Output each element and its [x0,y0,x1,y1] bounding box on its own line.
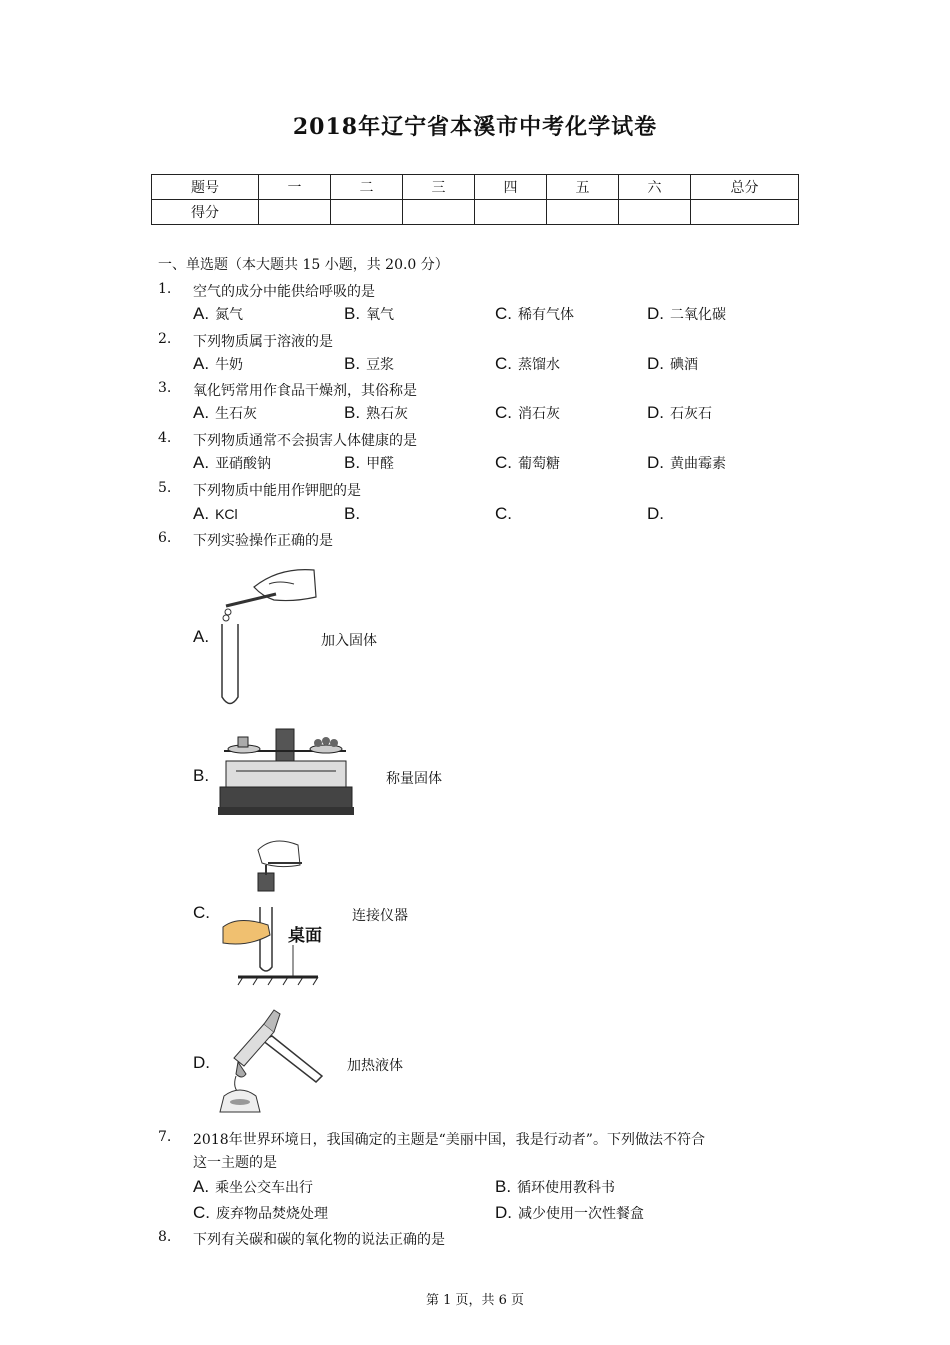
option-text: 消石灰 [518,406,560,422]
question-number: 7. [158,1129,172,1145]
option-text: 黄曲霉素 [670,456,726,472]
table-cell: 四 [475,175,547,200]
option-a [193,504,238,524]
option-letter: D. [495,1203,512,1222]
option-c [193,903,216,923]
option-d [647,504,670,524]
table-cell: 六 [619,175,691,200]
option-b [344,304,394,324]
option-text: 氧气 [366,307,395,323]
table-cell: 得分 [152,200,259,225]
connect-apparatus-illustration [218,835,328,985]
option-text: 废弃物品焚烧处理 [216,1206,328,1222]
table-cell [259,200,331,225]
option-d [495,1203,644,1223]
option-c [495,504,518,524]
table-cell [619,200,691,225]
question-stem: 空气的成分中能供给呼吸的是 [193,284,375,300]
table-cell: 一 [259,175,331,200]
option-d [193,1053,216,1073]
option-a [193,304,243,324]
option-b [495,1177,615,1197]
option-text: 甲醛 [366,456,395,472]
option-c [193,1203,328,1223]
option-letter: D. [647,403,664,422]
option-text: 葡萄糖 [518,456,560,472]
table-cell: 二 [331,175,403,200]
option-letter: A. [193,1177,210,1196]
option-letter: D. [647,504,664,523]
option-b [344,354,394,374]
option-text: 连接仪器 [352,908,408,924]
option-b [344,403,408,423]
option-letter: C. [495,504,512,523]
option-text: 加热液体 [347,1058,403,1074]
option-letter: C. [193,1203,210,1222]
table-cell [475,200,547,225]
option-letter: C. [495,453,512,472]
option-text: 亚硝酸钠 [215,456,272,472]
option-c [495,354,560,374]
option-letter: B. [344,504,361,523]
option-text: 石灰石 [670,406,712,422]
option-b [344,453,394,473]
table-cell: 题号 [152,175,259,200]
heat-liquid-illustration [214,1000,329,1118]
option-a [193,403,257,423]
option-text: 称量固体 [386,771,442,787]
option-letter: A. [193,627,210,646]
option-letter: C. [495,304,512,323]
option-d [647,354,698,374]
question-number: 4. [158,430,172,446]
page-title: 2018年辽宁省本溪市中考化学试卷 [292,114,658,140]
option-text: 熟石灰 [366,406,409,422]
option-text: KCl [215,506,238,522]
option-letter: B. [344,304,361,323]
option-letter: D. [647,453,664,472]
option-text: 蒸馏水 [518,357,560,373]
option-letter: A. [193,304,210,323]
option-d [647,453,726,473]
table-cell: 总分 [691,175,799,200]
question-stem: 下列物质中能用作钾肥的是 [193,483,361,499]
option-letter: A. [193,504,210,523]
balance-scale-illustration [216,727,356,819]
option-text: 生石灰 [215,406,258,422]
option-text: 加入固体 [321,633,377,649]
option-a [193,354,243,374]
option-letter: B. [495,1177,512,1196]
option-text: 豆浆 [366,357,395,373]
option-text: 碘酒 [670,357,698,373]
option-letter: A. [193,403,210,422]
question-stem: 下列有关碳和碳的氧化物的说法正确的是 [193,1232,445,1248]
option-letter: C. [495,354,512,373]
table-cell [331,200,403,225]
table-cell: 五 [547,175,619,200]
question-stem-continued: 这一主题的是 [193,1155,277,1171]
option-c [495,403,560,423]
option-text: 减少使用一次性餐盒 [518,1206,644,1222]
question-number: 2. [158,331,172,347]
option-letter: A. [193,354,210,373]
option-text: 循环使用教科书 [517,1180,616,1196]
question-number: 8. [158,1229,172,1245]
option-letter: B. [344,403,361,422]
table-cell [691,200,799,225]
page-footer: 第 1 页，共 6 页 [425,1293,525,1308]
table-cell [547,200,619,225]
question-number: 6. [158,530,172,546]
score-table [151,174,799,225]
question-stem: 下列物质通常不会损害人体健康的是 [193,433,417,449]
option-b [193,766,215,786]
table-row [152,200,799,225]
option-text: 牛奶 [215,357,244,373]
table-cell: 三 [403,175,475,200]
option-d [647,304,726,324]
question-number: 3. [158,380,172,396]
option-letter: B. [193,766,210,785]
option-letter: D. [647,304,664,323]
figure-label: 桌面 [288,926,322,946]
section-heading: 一、单选题（本大题共 15 小题，共 20.0 分） [158,257,449,273]
table-row [152,175,799,200]
option-letter: C. [495,403,512,422]
option-a [193,453,271,473]
option-letter: D. [647,354,664,373]
option-d [647,403,712,423]
question-stem: 下列物质属于溶液的是 [193,334,333,350]
option-letter: B. [344,354,361,373]
option-c [495,453,560,473]
question-stem: 氧化钙常用作食品干燥剂，其俗称是 [193,383,417,399]
add-solid-illustration [214,562,324,712]
option-text: 稀有气体 [518,307,574,323]
question-stem: 下列实验操作正确的是 [193,533,333,549]
option-letter: D. [193,1053,210,1072]
question-number: 1. [158,281,172,297]
option-text: 乘坐公交车出行 [215,1180,314,1196]
option-letter: A. [193,453,210,472]
table-cell [403,200,475,225]
option-text: 二氧化碳 [670,307,726,323]
option-text: 氮气 [215,307,244,323]
option-c [495,304,574,324]
option-a [193,627,215,647]
option-a [193,1177,313,1197]
option-letter: B. [344,453,361,472]
option-b [344,504,366,524]
question-number: 5. [158,480,172,496]
question-stem: 2018年世界环境日，我国确定的主题是“美丽中国，我是行动者”。下列做法不符合 [193,1132,705,1148]
option-letter: C. [193,903,210,922]
